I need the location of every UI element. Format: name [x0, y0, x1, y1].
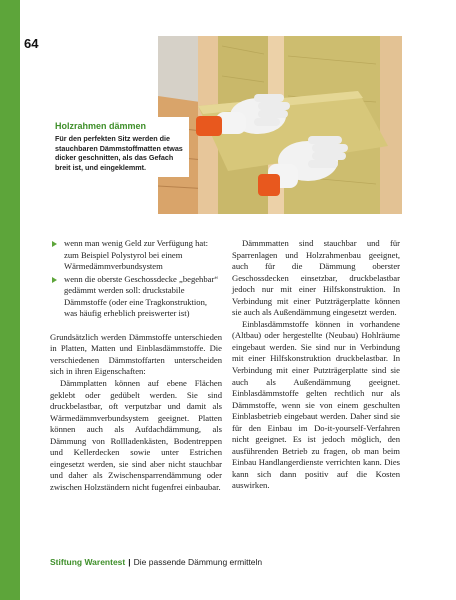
accent-bar: [0, 0, 20, 600]
right-column: [232, 238, 400, 492]
insulation-photo: [158, 36, 402, 214]
triangle-bullet-icon: [52, 241, 57, 247]
body-paragraph: Grundsätzlich werden Dämmstoffe unterschieden in Platten, Matten und Einblasdämmstoffe. Die verschiedenen Dämmstoffarten unterscheiden sich in ihren Eigenschaften:: [50, 331, 222, 377]
figure-caption: [48, 117, 189, 177]
bullet-list: [50, 238, 222, 320]
page-footer: [50, 555, 410, 569]
body-paragraph: Dämmplatten können auf ebene Flächen geklebt oder gedübelt werden. Sie sind druckbelastbar, oft verputzbar und damit als Wärmedämmverbundsystem geeignet. Platten können auch als Aufdachdämmung, als Dämmung von Rollladenkästen, Bodentreppen und Kellerdecken sowie unter Estrichen eingesetzt werden, sie sind aber nicht stauchbar und daher als Zwischensparrendämmung oder zwischen Holzständern nicht fugenfrei einbaubar.: [50, 378, 222, 492]
left-column: [50, 238, 222, 493]
footer-title: Die passende Dämmung ermitteln: [133, 557, 263, 567]
body-paragraph: Dämmmatten sind stauchbar und für Sparrenlagen und Holzrahmenbau geeignet, auch für die Dämmung oberster Geschossdecken einsetzbar, druckbelastbar jedoch nur mit einer Hilfskonstruktion. In Verbindung mit einer Putzträgerplatte können sie auch als Außendämmung eingesetzt werden.: [232, 238, 400, 318]
list-item: wenn die oberste Geschossdecke „begehbar“ gedämmt werden soll: druckstabile Dämmstoffe (oder eine Tragkonstruktion, was häufig erheblich preiswerter ist): [50, 274, 222, 320]
footer-separator: |: [128, 557, 131, 567]
footer-brand: Stiftung Warentest: [50, 557, 126, 567]
triangle-bullet-icon: [52, 277, 57, 283]
body-paragraph: Einblasdämmstoffe können in vorhandene (Altbau) oder hergestellte (Neubau) Hohlräume eingebaut werden. Sie sind nur in Verbindung mit einer Hilfskonstruktion druckbelastbar. In Verbindung mit einer Putzträgerplatte sind sie auch als Außendämmung geeignet. Einblasdämmstoffe gelten rechtlich nur als Dämmstoffe, wenn sie von einem geschulten Einblasbetrieb eingebaut werden. Daher sind sie für den Einbau im Do-it-yourself-Verfahren nicht geeignet. Es ist jedoch möglich, den ausführenden Betrieb zu fragen, ob man beim Einbau Handlangerdienste verrichten kann. Dies kann sich dann positiv auf die Kosten auswirken.: [232, 318, 400, 491]
page-number: 64: [24, 36, 39, 51]
list-item: wenn man wenig Geld zur Verfügung hat: zum Beispiel Polystyrol bei einem Wärmedämmverbundsystem: [50, 238, 222, 273]
caption-text: Für den perfekten Sitz werden die stauchbaren Dämmstoffmatten etwas dicker geschnitten, als das Gefach breit ist, und eingeklemmt.: [55, 134, 183, 172]
caption-title: Holzrahmen dämmen: [55, 121, 147, 131]
